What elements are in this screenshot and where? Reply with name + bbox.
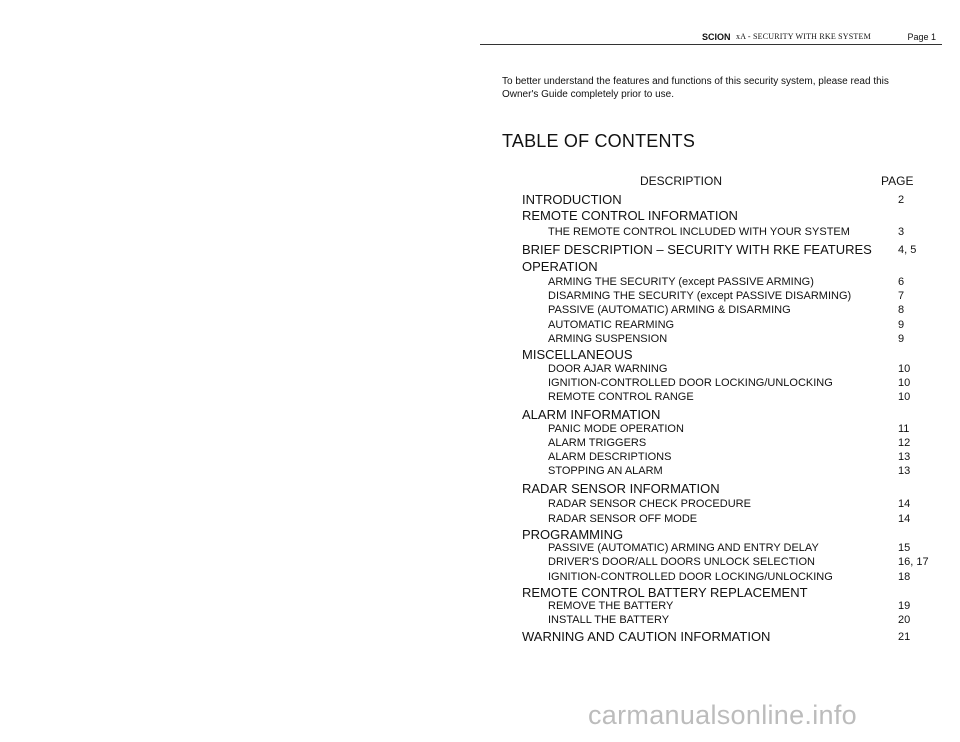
toc-section [0, 481, 960, 497]
toc-entry-label: ARMING THE SECURITY (except PASSIVE ARMING) [548, 276, 814, 288]
toc-entry-label: INTRODUCTION [522, 192, 622, 207]
toc-entry-page: 9 [898, 319, 905, 331]
toc-entry-label: RADAR SENSOR INFORMATION [522, 481, 720, 496]
toc-entry-page: 9 [898, 333, 905, 345]
toc-entry-page: 10 [898, 377, 911, 389]
toc-entry [0, 465, 960, 481]
toc-entry-label: WARNING AND CAUTION INFORMATION [522, 629, 771, 644]
toc-entry-label: IGNITION-CONTROLLED DOOR LOCKING/UNLOCKING [548, 571, 833, 583]
toc-title: TABLE OF CONTENTS [502, 131, 696, 151]
toc-entry-page: 2 [898, 194, 905, 206]
toc-entry-page: 14 [898, 513, 911, 525]
toc-entry-label: MISCELLANEOUS [522, 347, 633, 362]
toc-entry [0, 498, 960, 514]
toc-entry-label: REMOTE CONTROL BATTERY REPLACEMENT [522, 585, 808, 600]
toc-section [0, 192, 960, 208]
toc-entry-label: DRIVER'S DOOR/ALL DOORS UNLOCK SELECTION [548, 556, 815, 568]
toc-entry-label: RADAR SENSOR CHECK PROCEDURE [548, 498, 751, 510]
toc-entry-label: PASSIVE (AUTOMATIC) ARMING & DISARMING [548, 304, 791, 316]
page-column-header: PAGE [881, 174, 914, 188]
toc-entry-label: DISARMING THE SECURITY (except PASSIVE DISARMING) [548, 290, 852, 302]
toc-entry-label: PROGRAMMING [522, 527, 624, 542]
toc-entry [0, 391, 960, 407]
toc-entry-label: THE REMOTE CONTROL INCLUDED WITH YOUR SYSTEM [548, 226, 850, 238]
toc-entry-page: 12 [898, 437, 911, 449]
toc-entry [0, 614, 960, 630]
toc-entry-page: 4, 5 [898, 244, 917, 256]
toc-entry-page: 20 [898, 614, 911, 626]
toc-entry-label: BRIEF DESCRIPTION – SECURITY WITH RKE FEATURES [522, 242, 872, 257]
toc-entry [0, 556, 960, 572]
toc-entry-page: 3 [898, 226, 905, 238]
page-header [480, 30, 942, 45]
toc-section [0, 259, 960, 275]
toc-entry-page: 10 [898, 391, 911, 403]
toc-entry [0, 226, 960, 242]
toc-entry-page: 19 [898, 600, 911, 612]
toc-entry-label: INSTALL THE BATTERY [548, 614, 670, 626]
toc-entry-label: IGNITION-CONTROLLED DOOR LOCKING/UNLOCKING [548, 377, 833, 389]
toc-entry-page: 18 [898, 571, 911, 583]
toc-entry-label: RADAR SENSOR OFF MODE [548, 513, 698, 525]
toc-entry-label: ALARM TRIGGERS [548, 437, 647, 449]
page-number: Page 1 [907, 32, 936, 42]
toc-entry-page: 21 [898, 631, 911, 643]
toc-entry-label: OPERATION [522, 259, 598, 274]
toc-entry-label: ALARM DESCRIPTIONS [548, 451, 672, 463]
toc-section [0, 347, 960, 363]
toc-section [0, 585, 960, 601]
watermark-text: carmanualsonline.info [588, 700, 857, 730]
toc-entry-page: 10 [898, 363, 911, 375]
description-column-header: DESCRIPTION [640, 174, 723, 188]
toc-section [0, 407, 960, 423]
toc-entry-page: 8 [898, 304, 905, 316]
toc-entry-page: 6 [898, 276, 905, 288]
toc-section [0, 629, 960, 645]
document-title: xA - SECURITY WITH RKE SYSTEM [736, 32, 871, 41]
toc-entry-label: PASSIVE (AUTOMATIC) ARMING AND ENTRY DELAY [548, 542, 819, 554]
toc-entry-page: 15 [898, 542, 911, 554]
toc-entry-page: 14 [898, 498, 911, 510]
toc-entry-label: ARMING SUSPENSION [548, 333, 668, 345]
toc-entry-page: 11 [898, 423, 910, 435]
toc-entry [0, 304, 960, 320]
brand-name: SCION [702, 32, 731, 42]
toc-entry-label: REMOTE CONTROL RANGE [548, 391, 694, 403]
toc-entry-label: DOOR AJAR WARNING [548, 363, 668, 375]
toc-entry-label: REMOTE CONTROL INFORMATION [522, 208, 738, 223]
toc-entry-label: REMOVE THE BATTERY [548, 600, 674, 612]
toc-entry-page: 13 [898, 465, 911, 477]
toc-entry-label: STOPPING AN ALARM [548, 465, 663, 477]
toc-entry-page: 13 [898, 451, 911, 463]
toc-entry-page: 7 [898, 290, 905, 302]
toc-entry-label: ALARM INFORMATION [522, 407, 661, 422]
toc-entry-label: AUTOMATIC REARMING [548, 319, 675, 331]
toc-entry-label: PANIC MODE OPERATION [548, 423, 684, 435]
toc-section [0, 527, 960, 543]
toc-entry-page: 16, 17 [898, 556, 929, 568]
intro-paragraph: To better understand the features and functions of this security system, please read this Owner's Guide completely prior to use. [502, 76, 889, 100]
toc-section [0, 208, 960, 224]
toc-section [0, 242, 960, 258]
